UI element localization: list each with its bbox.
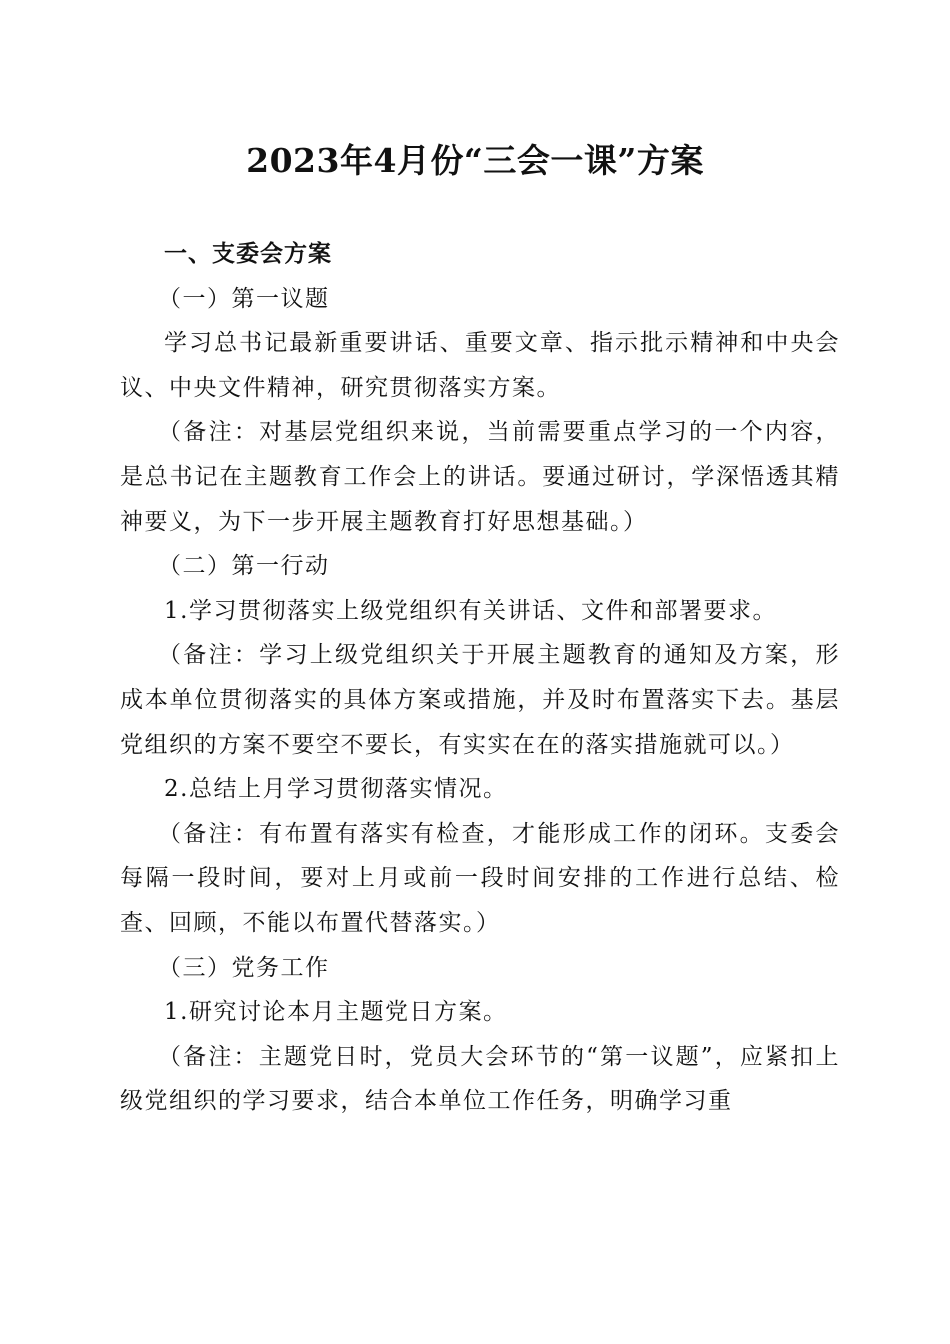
note-paragraph: （备注：主题党日时，党员大会环节的“第一议题”，应紧扣上级党组织的学习要求，结合本单位工作任务，明确学习重 xyxy=(120,1043,840,1115)
note-paragraph: （备注：有布置有落实有检查，才能形成工作的闭环。支委会每隔一段时间，要对上月或前一段时间安排的工作进行总结、检查、回顾，不能以布置代替落实。） xyxy=(120,820,840,936)
note-paragraph: （备注：学习上级党组织关于开展主题教育的通知及方案，形成本单位贯彻落实的具体方案或措施，并及时布置落实下去。基层党组织的方案不要空不要长，有实实在在的落实措施就可以。） xyxy=(120,642,840,758)
list-item: 2.总结上月学习贯彻落实情况。 xyxy=(164,776,508,803)
list-item: 1.学习贯彻落实上级党组织有关讲话、文件和部署要求。 xyxy=(164,597,777,624)
subsection-heading: （二）第一行动 xyxy=(158,553,330,580)
document-body xyxy=(120,232,840,1124)
list-item: 1.研究讨论本月主题党日方案。 xyxy=(164,999,508,1026)
subsection-heading: （三）党务工作 xyxy=(158,954,330,981)
note-paragraph: （备注：对基层党组织来说，当前需要重点学习的一个内容，是总书记在主题教育工作会上的讲话。要通过研讨，学深悟透其精神要义，为下一步开展主题教育打好思想基础。） xyxy=(120,419,840,535)
section-heading: 一、支委会方案 xyxy=(164,241,332,267)
document-title: 2023年4月份“三会一课”方案 xyxy=(246,141,704,180)
subsection-heading: （一）第一议题 xyxy=(158,285,330,312)
paragraph: 学习总书记最新重要讲话、重要文章、指示批示精神和中央会议、中央文件精神，研究贯彻落实方案。 xyxy=(120,330,840,401)
